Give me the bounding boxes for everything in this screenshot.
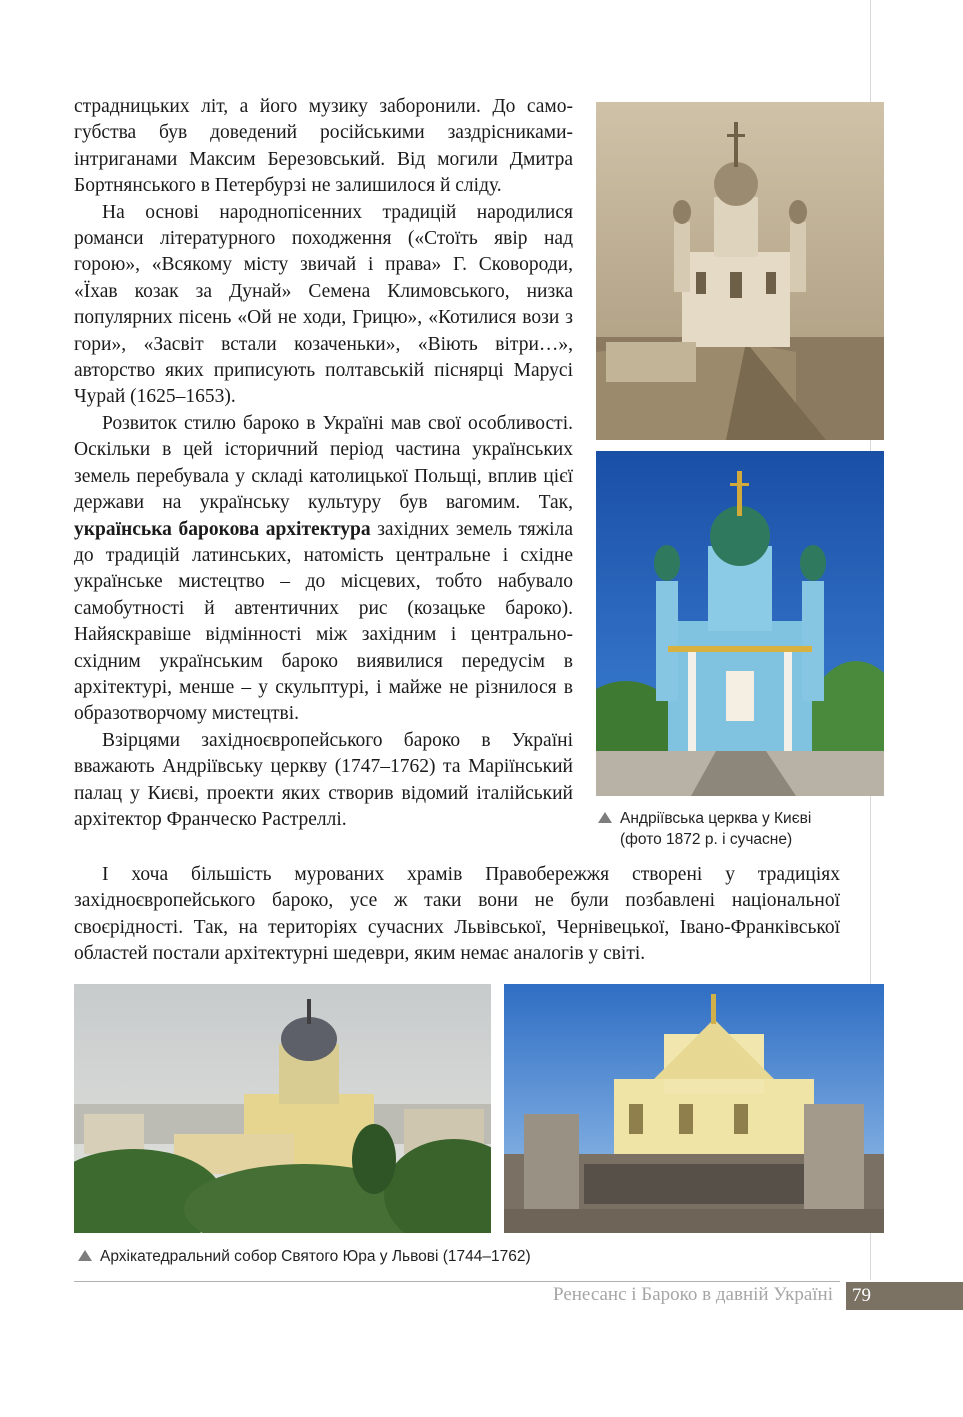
paragraph-5: І хоча більшість мурованих храмів Правобережжя створені у традиціях західноєвропейського бароко, усе ж таки вони не були позбавлені національної своєрідності. Так, на територіях сучасних Львівської, Чернівецької, Івано-Франківської областей постали архітектурні шедеври, яким немає аналогів у світі. (74, 864, 840, 965)
paragraph-3-end: західних земель тяжіла до традицій латинських, натомість центральне і східне українське мистецтво – до місцевих, тобто набувало самобутності й автентичних рис (козацьке бароко). Найяскравіше відмінності між західним і центрально-східним українським бароко виявилися передусім в архітектурі, менше – у скульптурі, і майже не різнилося в образотворчому мистецтві. (74, 518, 573, 725)
andriivska-caption-line2: (фото 1872 р. і сучасне) (620, 831, 793, 848)
paragraph-2: На основі народнопісенних традицій народилися романси літературного походження («Стоїть явір над горою», «Всякому місту звичай і права» Г. Сковороди, «Їхав козак за Дунай» Семена Климовського, низка популярних пісень «Ой не ходи, Грицю», «Котилися вози з гори», «Засвіт встали козаченьки», «Віють вітри…», авторство яких приписують полтавській піснярці Марусі Чурай (1625–1653). (74, 201, 573, 408)
paragraph-3 (74, 411, 573, 728)
andriivska-modern-photo (596, 451, 884, 796)
caption-triangle-icon (78, 1250, 92, 1261)
paragraph-4: Взірцями західноєвропейського бароко в Україні вважають Андріївську церкву (1747–1762) та Маріїнський палац у Києві, проекти яких створив відомий італійський архітектор Франческо Растреллі. (74, 729, 573, 830)
paragraph-3-start: Розвиток стилю бароко в Україні мав свої особливості. Оскільки в цей історичний період частина українських земель перебувала у складі католицької Польщі, вплив цієї держави на українську культуру був вагомим. Так, (74, 412, 573, 514)
yura-cathedral-panorama-photo (74, 984, 491, 1233)
footer-divider (74, 1281, 840, 1282)
andriivska-caption-line1: Андріївська церква у Києві (620, 810, 812, 827)
main-text-column (74, 94, 573, 833)
yura-caption-text: Архікатедральний собор Святого Юра у Львові (1744–1762) (100, 1248, 531, 1265)
andriivska-caption (598, 808, 858, 850)
baroque-architecture-term: українська барокова архітектура (74, 518, 371, 540)
running-title: Ренесанс і Бароко в давній Україні (553, 1284, 833, 1305)
paragraph-1: страдницьких літ, а його музику заборонили. До самогубства був доведений російськими заздрісниками-інтриганами Максим Березовський. Від могили Дмитра Бортнянського в Петербурзі не залишилося й сліду. (74, 96, 573, 197)
caption-triangle-icon (598, 812, 612, 823)
andriivska-old-photo (596, 102, 884, 440)
yura-caption (78, 1246, 778, 1267)
full-width-paragraph (74, 862, 840, 968)
yura-cathedral-closeup-photo (504, 984, 884, 1233)
page-number: 79 (846, 1282, 963, 1310)
